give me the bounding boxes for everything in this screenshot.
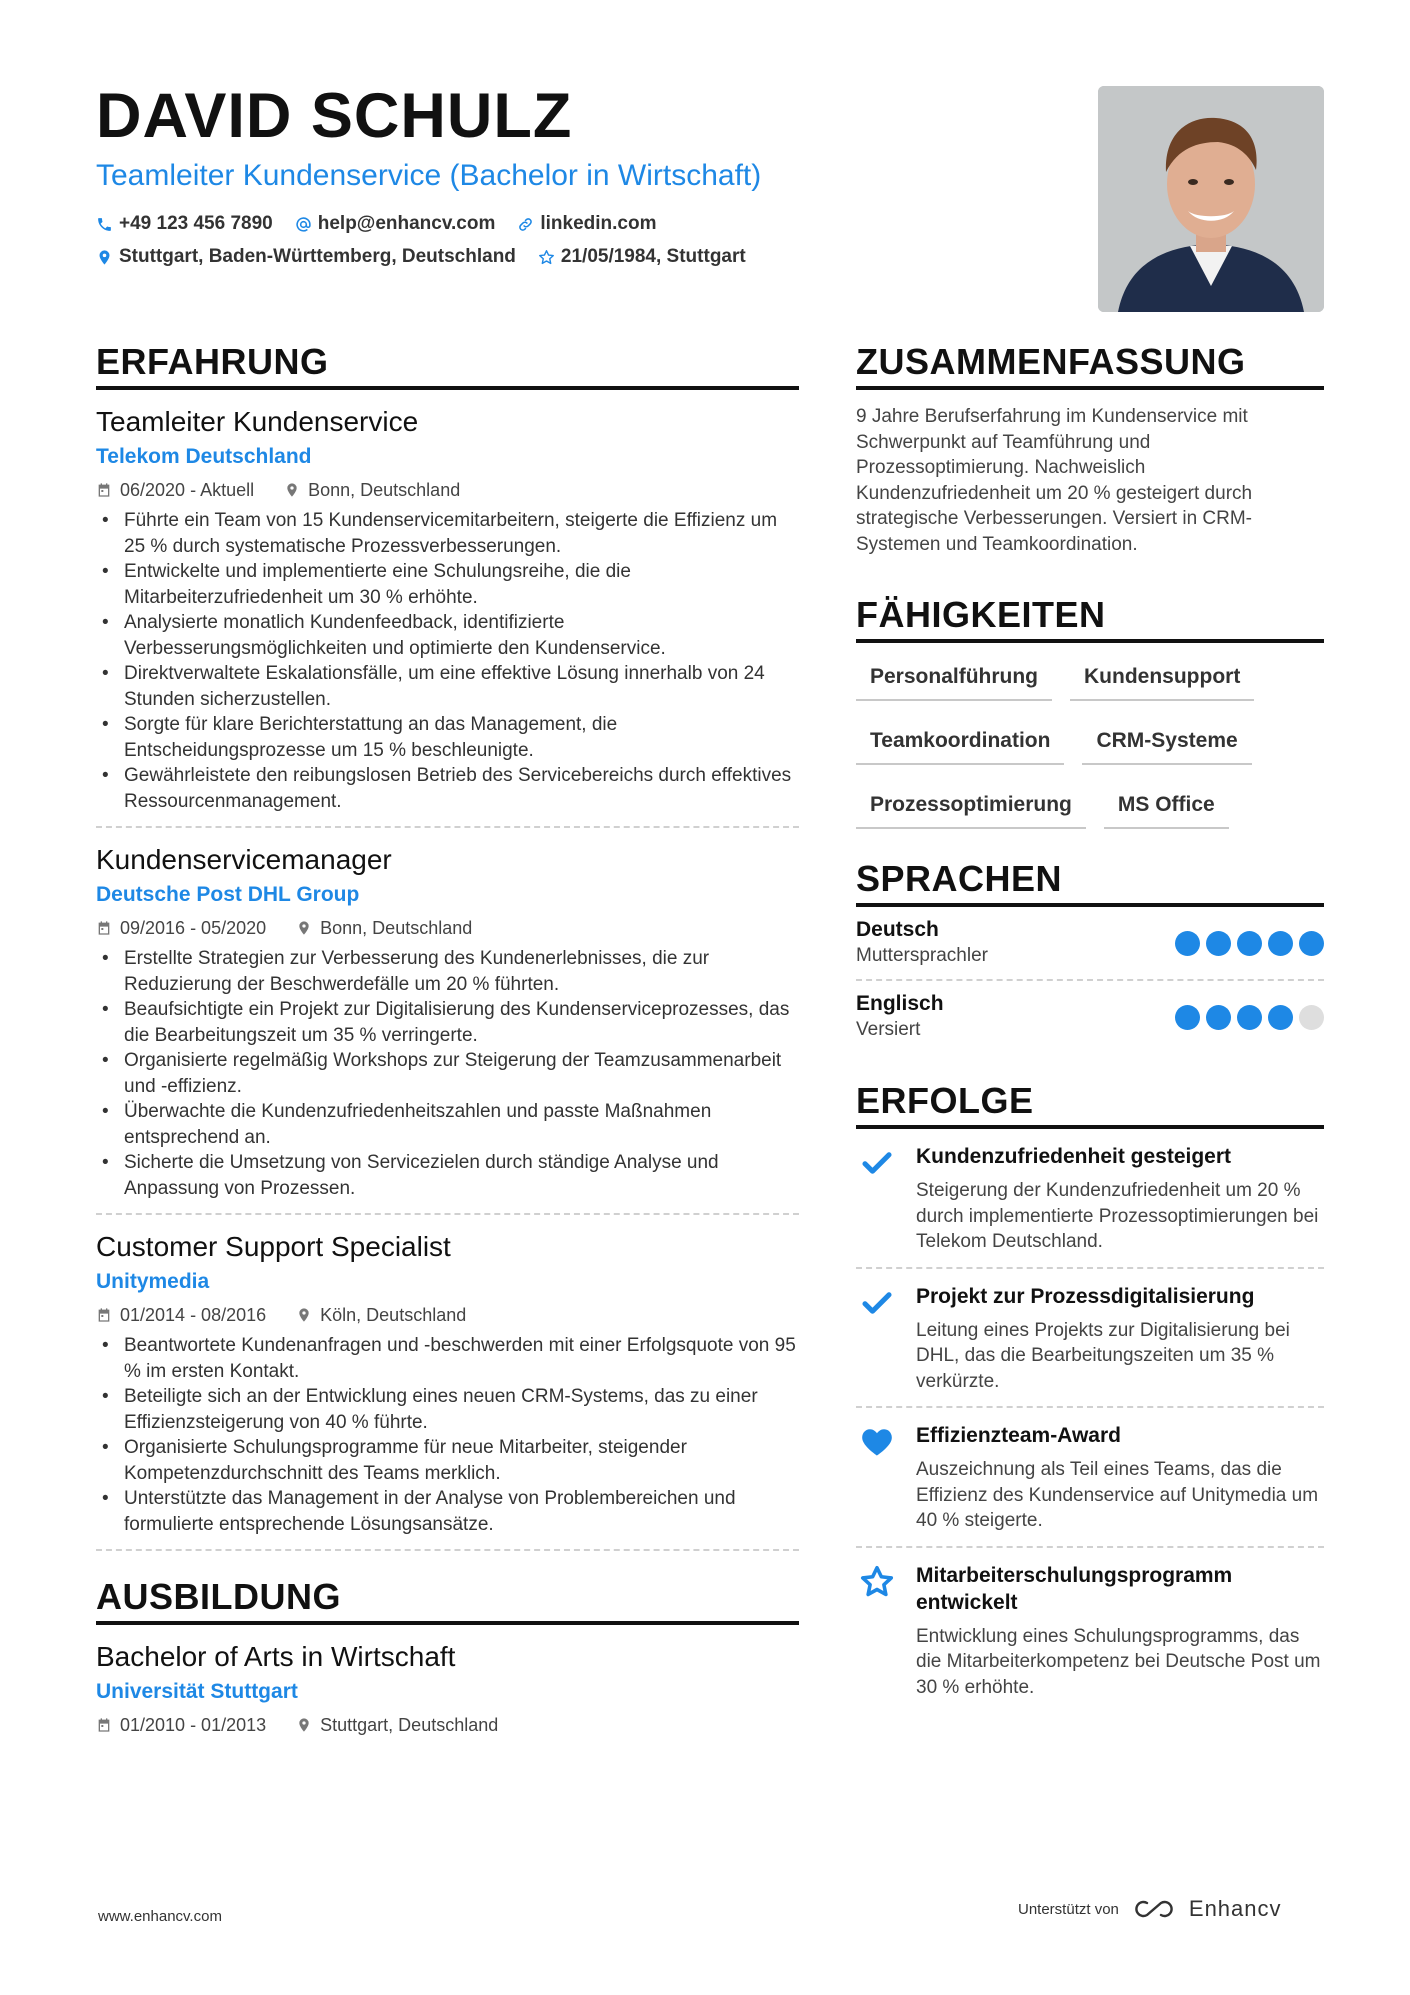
contact-birth bbox=[538, 245, 746, 269]
summary-text: 9 Jahre Berufserfahrung im Kundenservice mit Schwerpunkt auf Teamführung und Prozessoptimierung. Nachweislich Kundenzufriedenheit um 20 % gesteigert durch strategische Verbesserungen. Versiert in CRM-Systemen und Teamkoordination. bbox=[856, 406, 1253, 555]
job-entry bbox=[96, 390, 799, 828]
enhancv-logo-icon bbox=[1131, 1897, 1177, 1921]
footer-powered bbox=[1018, 1896, 1282, 1922]
achievement-title: Mitarbeiterschulungsprogramm entwickelt bbox=[916, 1563, 1233, 1614]
candidate-name: DAVID SCHULZ bbox=[96, 81, 573, 151]
language-level: Versiert bbox=[856, 1019, 921, 1040]
education-heading: AUSBILDUNG bbox=[96, 1575, 799, 1625]
job-dates: 09/2016 - 05/2020 bbox=[120, 918, 267, 938]
phone-icon bbox=[96, 216, 113, 233]
job-dates: 01/2014 - 08/2016 bbox=[120, 1305, 267, 1325]
right-column bbox=[856, 340, 1324, 1712]
header bbox=[96, 80, 1056, 278]
star-icon bbox=[538, 249, 555, 266]
rating-dot-filled bbox=[1206, 1005, 1231, 1030]
education-dates: 01/2010 - 01/2013 bbox=[120, 1715, 267, 1735]
experience-heading: ERFAHRUNG bbox=[96, 340, 799, 390]
link-icon bbox=[517, 216, 534, 233]
job-dates: 06/2020 - Aktuell bbox=[120, 480, 255, 500]
calendar-icon bbox=[96, 920, 112, 936]
bullet-item: • Überwachte die Kundenzufriedenheitszahlen und passte Maßnahmen entsprechend an. bbox=[96, 1099, 799, 1150]
bullet-item: • Organisierte Schulungsprogramme für neue Mitarbeiter, steigender Kompetenzdurchschnitt des Teams merklich. bbox=[96, 1435, 799, 1486]
bullet-item: • Beteiligte sich an der Entwicklung eines neuen CRM-Systems, das zu einer Effizienzsteigerung von 40 % führte. bbox=[96, 1384, 799, 1435]
check-icon bbox=[859, 1285, 895, 1321]
achievement-title: Projekt zur Prozessdigitalisierung bbox=[916, 1284, 1255, 1308]
languages-heading: SPRACHEN bbox=[856, 857, 1324, 907]
achievement-item bbox=[856, 1408, 1324, 1548]
footer-website[interactable]: www.enhancv.com bbox=[98, 1908, 222, 1925]
achievement-item bbox=[856, 1548, 1324, 1713]
job-title: Customer Support Specialist bbox=[96, 1231, 451, 1262]
bullet-item: • Führte ein Team von 15 Kundenservicemitarbeitern, steigerte die Effizienz um 25 % durch systematische Prozessverbesserungen. bbox=[96, 508, 799, 559]
contact-info bbox=[96, 212, 1056, 269]
job-title: Kundenservicemanager bbox=[96, 844, 392, 875]
location-pin-icon bbox=[96, 249, 113, 266]
bullet-item: • Direktverwaltete Eskalationsfälle, um eine effektive Lösung innerhalb von 24 Stunden sicherzustellen. bbox=[96, 661, 799, 712]
company-name: Unitymedia bbox=[96, 1270, 210, 1293]
bullet-item: • Analysierte monatlich Kundenfeedback, identifizierte Verbesserungsmöglichkeiten und optimierte den Kundenservice. bbox=[96, 610, 799, 661]
job-title: Teamleiter Kundenservice bbox=[96, 406, 419, 437]
location-pin-icon bbox=[296, 1717, 312, 1733]
rating-dot-filled bbox=[1268, 931, 1293, 956]
bullet-item: • Beaufsichtigte ein Projekt zur Digitalisierung des Kundenserviceprozesses, das die Bearbeitungszeit um 35 % verringerte. bbox=[96, 997, 799, 1048]
rating-dot-empty bbox=[1299, 1005, 1324, 1030]
skill-tag: CRM-Systeme bbox=[1082, 723, 1251, 765]
skill-tag: Personalführung bbox=[856, 659, 1052, 701]
rating-dot-filled bbox=[1268, 1005, 1293, 1030]
rating-dot-filled bbox=[1206, 931, 1231, 956]
heart-icon bbox=[859, 1424, 895, 1460]
at-icon bbox=[295, 216, 312, 233]
skill-tag: MS Office bbox=[1104, 787, 1229, 829]
achievement-desc: Steigerung der Kundenzufriedenheit um 20 % durch implementierte Prozessoptimierungen bei Telekom Deutschland. bbox=[916, 1180, 1319, 1252]
rating-dot-filled bbox=[1175, 1005, 1200, 1030]
rating-dot-filled bbox=[1299, 931, 1324, 956]
bullet-item: • Erstellte Strategien zur Verbesserung des Kundenerlebnisses, die zur Reduzierung der Beschwerdefälle um 20 % führten. bbox=[96, 946, 799, 997]
birth-text: 21/05/1984, Stuttgart bbox=[560, 246, 746, 267]
achievement-title: Effizienzteam-Award bbox=[916, 1424, 1121, 1447]
skill-tag: Kundensupport bbox=[1070, 659, 1254, 701]
bullet-item: • Entwickelte und implementierte eine Schulungsreihe, die die Mitarbeiterzufriedenheit um 30 % erhöhte. bbox=[96, 559, 799, 610]
achievement-desc: Leitung eines Projekts zur Digitalisierung bei DHL, das die Bearbeitungszeiten um 35 % verkürzte. bbox=[916, 1319, 1290, 1392]
email-text: help@enhancv.com bbox=[317, 213, 496, 234]
achievements-list bbox=[856, 1129, 1324, 1712]
summary-heading: ZUSAMMENFASSUNG bbox=[856, 340, 1324, 390]
languages-list bbox=[856, 907, 1324, 1053]
linkedin-text: linkedin.com bbox=[540, 213, 657, 234]
footer-brand: Enhancv bbox=[1188, 1896, 1282, 1921]
calendar-icon bbox=[96, 1717, 112, 1733]
language-rating bbox=[1175, 1005, 1324, 1030]
bullet-item: • Sicherte die Umsetzung von Servicezielen durch ständige Analyse und Anpassung von Prozessen. bbox=[96, 1150, 799, 1201]
phone-text: +49 123 456 7890 bbox=[119, 213, 273, 234]
rating-dot-filled bbox=[1237, 931, 1262, 956]
company-name: Telekom Deutschland bbox=[96, 445, 312, 468]
check-icon bbox=[859, 1145, 895, 1181]
language-rating bbox=[1175, 931, 1324, 956]
achievement-title: Kundenzufriedenheit gesteigert bbox=[916, 1145, 1232, 1168]
school-name: Universität Stuttgart bbox=[96, 1680, 298, 1703]
skills-list bbox=[856, 659, 1324, 829]
contact-email[interactable] bbox=[295, 212, 496, 236]
job-bullets bbox=[96, 946, 799, 1201]
job-bullets bbox=[96, 508, 799, 814]
contact-phone[interactable] bbox=[96, 212, 273, 236]
rating-dot-filled bbox=[1175, 931, 1200, 956]
contact-linkedin[interactable] bbox=[517, 212, 656, 236]
job-bullets bbox=[96, 1333, 799, 1537]
contact-location bbox=[96, 245, 516, 269]
achievement-item bbox=[856, 1129, 1324, 1269]
location-pin-icon bbox=[296, 1307, 312, 1323]
location-pin-icon bbox=[296, 920, 312, 936]
location-pin-icon bbox=[284, 482, 300, 498]
bullet-item: • Beantwortete Kundenanfragen und -beschwerden mit einer Erfolgsquote von 95 % im ersten Kontakt. bbox=[96, 1333, 799, 1384]
education-entry bbox=[96, 1625, 799, 1755]
bullet-item: • Sorgte für klare Berichterstattung an das Management, die Entscheidungsprozesse um 15 % beschleunigte. bbox=[96, 712, 799, 763]
skills-heading: FÄHIGKEITEN bbox=[856, 593, 1324, 643]
rating-dot-filled bbox=[1237, 1005, 1262, 1030]
achievements-heading: ERFOLGE bbox=[856, 1079, 1324, 1129]
calendar-icon bbox=[96, 1307, 112, 1323]
job-entry bbox=[96, 828, 799, 1215]
candidate-title: Teamleiter Kundenservice (Bachelor in Wirtschaft) bbox=[96, 159, 762, 192]
star-icon bbox=[859, 1564, 895, 1600]
language-item bbox=[856, 907, 1324, 981]
left-column bbox=[96, 340, 799, 1755]
job-location: Köln, Deutschland bbox=[320, 1305, 467, 1325]
profile-photo bbox=[1098, 86, 1324, 312]
achievement-item bbox=[856, 1269, 1324, 1409]
skill-tag: Prozessoptimierung bbox=[856, 787, 1086, 829]
skill-tag: Teamkoordination bbox=[856, 723, 1064, 765]
bullet-item: • Unterstützte das Management in der Analyse von Problembereichen und formulierte entsprechende Lösungsansätze. bbox=[96, 1486, 799, 1537]
bullet-item: • Gewährleistete den reibungslosen Betrieb des Servicebereichs durch effektives Ressourcenmanagement. bbox=[96, 763, 799, 814]
job-location: Bonn, Deutschland bbox=[308, 480, 461, 500]
education-meta bbox=[96, 1713, 799, 1737]
language-item bbox=[856, 981, 1324, 1053]
language-name: Deutsch bbox=[856, 918, 939, 941]
language-level: Muttersprachler bbox=[856, 945, 988, 966]
job-meta bbox=[96, 1303, 799, 1327]
job-location: Bonn, Deutschland bbox=[320, 918, 473, 938]
education-location: Stuttgart, Deutschland bbox=[320, 1715, 499, 1735]
job-meta bbox=[96, 916, 799, 940]
powered-by-text: Unterstützt von bbox=[1018, 1900, 1119, 1918]
calendar-icon bbox=[96, 482, 112, 498]
job-entry bbox=[96, 1215, 799, 1551]
bullet-item: • Organisierte regelmäßig Workshops zur Steigerung der Teamzusammenarbeit und -effizienz. bbox=[96, 1048, 799, 1099]
company-name: Deutsche Post DHL Group bbox=[96, 883, 360, 906]
location-text: Stuttgart, Baden-Württemberg, Deutschland bbox=[119, 246, 516, 267]
language-name: Englisch bbox=[856, 992, 944, 1015]
achievement-desc: Auszeichnung als Teil eines Teams, das die Effizienz des Kundenservice auf Unitymedia um 40 % steigerte. bbox=[916, 1459, 1319, 1531]
degree-title: Bachelor of Arts in Wirtschaft bbox=[96, 1641, 456, 1672]
job-meta bbox=[96, 478, 799, 502]
achievement-desc: Entwicklung eines Schulungsprogramms, das die Mitarbeiterkompetenz bei Deutsche Post um 30 % erhöhte. bbox=[916, 1625, 1321, 1698]
